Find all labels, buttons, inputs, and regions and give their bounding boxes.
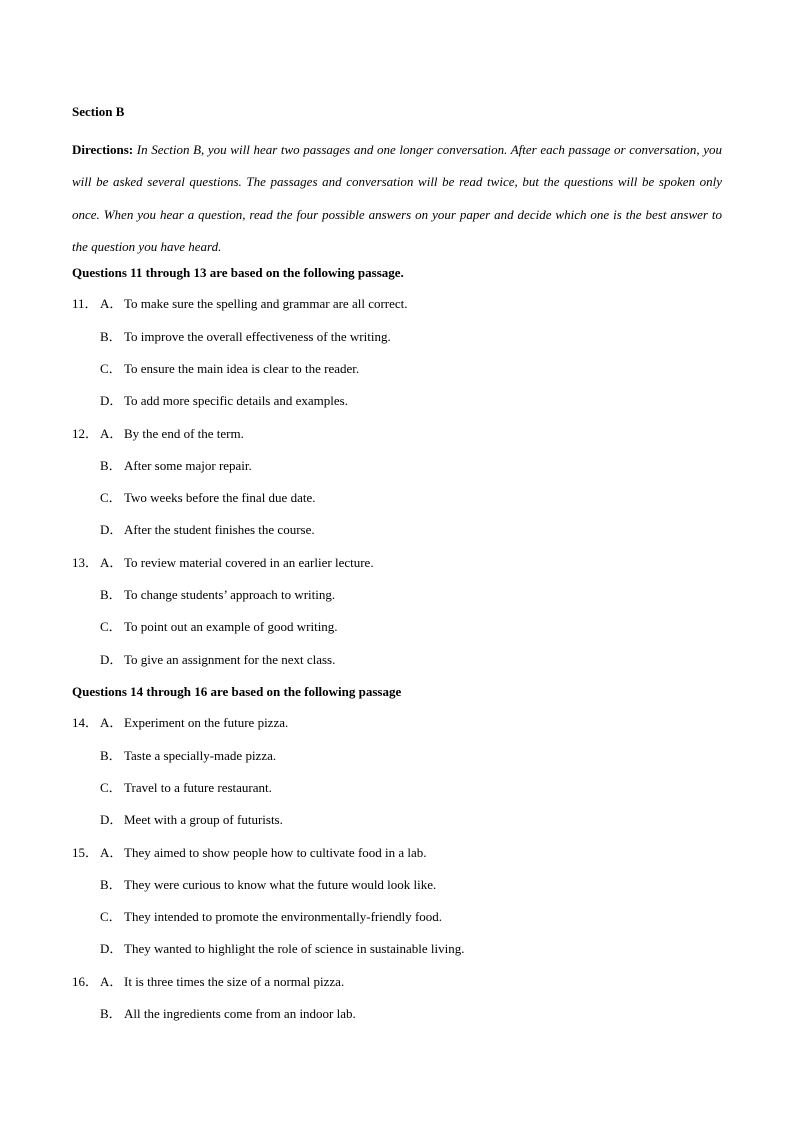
option-text: Meet with a group of futurists. bbox=[124, 812, 283, 828]
answer-option bbox=[72, 907, 442, 927]
option-text: To improve the overall effectiveness of the writing. bbox=[124, 328, 391, 344]
question-group-heading: Questions 14 through 16 are based on the following passage bbox=[72, 684, 402, 699]
option-letter: B． bbox=[100, 587, 122, 602]
answer-option bbox=[72, 972, 344, 992]
option-text: Experiment on the future pizza. bbox=[124, 715, 289, 731]
answer-option bbox=[72, 713, 288, 733]
answer-option bbox=[72, 585, 335, 605]
option-text: It is three times the size of a normal pizza. bbox=[124, 973, 345, 989]
option-letter: B． bbox=[100, 328, 122, 344]
question-group-heading: Questions 11 through 13 are based on the following passage. bbox=[72, 265, 404, 280]
question-number: 12． bbox=[72, 425, 99, 441]
option-letter: D． bbox=[100, 651, 123, 667]
option-text: To review material covered in an earlier lecture. bbox=[124, 554, 374, 570]
answer-option bbox=[72, 875, 436, 895]
answer-option bbox=[72, 553, 374, 573]
directions-label: Directions: bbox=[72, 142, 134, 157]
option-text: By the end of the term. bbox=[124, 425, 244, 441]
option-letter: B． bbox=[100, 747, 122, 763]
option-text: They aimed to show people how to cultivate food in a lab. bbox=[124, 844, 427, 860]
option-text: After some major repair. bbox=[124, 457, 252, 473]
question-number: 14． bbox=[72, 715, 99, 731]
option-text: To make sure the spelling and grammar are all correct. bbox=[124, 296, 408, 312]
answer-option bbox=[72, 746, 276, 766]
option-text: All the ingredients come from an indoor lab. bbox=[124, 1006, 356, 1021]
option-letter: B． bbox=[100, 876, 122, 892]
directions bbox=[72, 134, 722, 263]
option-text: After the student finishes the course. bbox=[124, 522, 315, 538]
answer-option bbox=[72, 778, 272, 798]
option-text: Two weeks before the final due date. bbox=[124, 490, 316, 506]
answer-option bbox=[72, 617, 338, 637]
question-number: 13． bbox=[72, 554, 99, 570]
question-number: 15． bbox=[72, 844, 99, 860]
question-number: 16． bbox=[72, 973, 99, 989]
option-text: To point out an example of good writing. bbox=[124, 619, 338, 635]
answer-option bbox=[72, 939, 464, 959]
option-letter: D． bbox=[100, 393, 123, 409]
option-letter: B． bbox=[100, 1006, 122, 1021]
option-letter: B． bbox=[100, 457, 122, 473]
option-text: To change students’ approach to writing. bbox=[124, 587, 336, 602]
question-number: 11． bbox=[72, 296, 98, 312]
option-letter: D． bbox=[100, 812, 123, 828]
option-letter: C． bbox=[100, 360, 122, 376]
answer-option bbox=[72, 294, 408, 314]
answer-option bbox=[72, 391, 348, 411]
option-letter: A． bbox=[100, 715, 123, 731]
answer-option bbox=[72, 456, 252, 476]
directions-text: In Section B, you will hear two passages and one longer conversation. After each passage or conversation, you will be asked several questions. The passages and conversation will be read twice, but the questions will be spoken only once. When you hear a question, read the four possible answers on your paper and decide which one is the best answer to the question you have heard. bbox=[72, 142, 722, 254]
option-text: Travel to a future restaurant. bbox=[124, 779, 272, 795]
option-letter: A． bbox=[100, 425, 123, 441]
option-letter: D． bbox=[100, 522, 123, 538]
answer-option bbox=[72, 520, 315, 540]
option-letter: C． bbox=[100, 490, 122, 506]
section-title: Section B bbox=[72, 104, 125, 119]
answer-option bbox=[72, 359, 359, 379]
answer-option bbox=[72, 810, 283, 830]
option-text: They wanted to highlight the role of science in sustainable living. bbox=[124, 941, 465, 957]
answer-option bbox=[72, 327, 391, 347]
option-text: To give an assignment for the next class. bbox=[124, 651, 336, 667]
option-letter: A． bbox=[100, 844, 123, 860]
option-letter: C． bbox=[100, 779, 122, 795]
option-letter: C． bbox=[100, 909, 122, 925]
option-letter: A． bbox=[100, 554, 123, 570]
option-letter: C． bbox=[100, 619, 122, 635]
option-text: They were curious to know what the future would look like. bbox=[124, 876, 437, 892]
option-text: They intended to promote the environmentally-friendly food. bbox=[124, 909, 443, 925]
option-letter: A． bbox=[100, 973, 123, 989]
option-text: To add more specific details and examples. bbox=[124, 393, 348, 409]
option-text: Taste a specially-made pizza. bbox=[124, 747, 277, 763]
option-text: To ensure the main idea is clear to the reader. bbox=[124, 360, 360, 376]
option-letter: D． bbox=[100, 941, 123, 957]
answer-option bbox=[72, 843, 427, 863]
answer-option bbox=[72, 650, 335, 670]
answer-option bbox=[72, 424, 244, 444]
option-letter: A． bbox=[100, 296, 123, 312]
answer-option bbox=[72, 488, 315, 508]
answer-option bbox=[72, 1004, 356, 1024]
